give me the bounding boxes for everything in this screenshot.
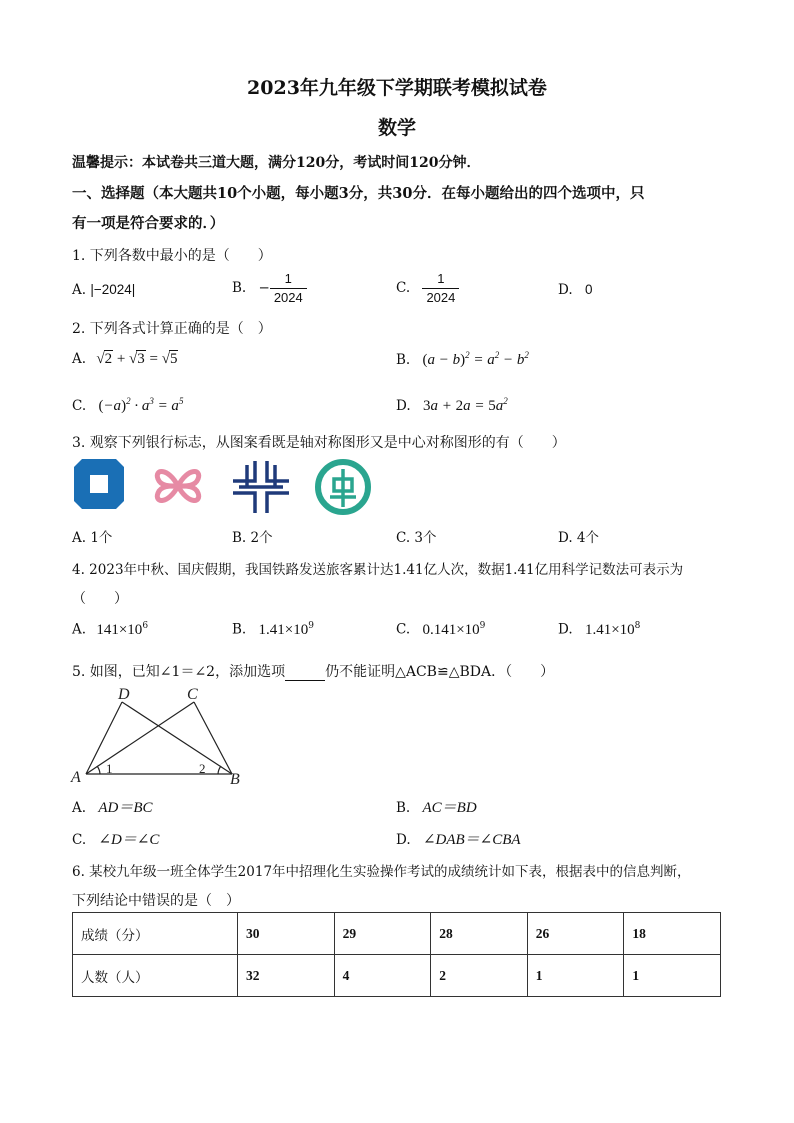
q5-d-label: D. xyxy=(396,832,411,848)
q4-d-exponent: 8 xyxy=(634,621,641,631)
q1-a-value: |−2024| xyxy=(90,282,136,297)
table-cell: 18 xyxy=(624,913,721,955)
q2-option-a xyxy=(72,350,178,368)
q4-d-label: D. xyxy=(558,621,573,638)
table-cell: 32 xyxy=(238,955,335,997)
q4-a-label: A. xyxy=(72,621,87,638)
q1-c-label: C. xyxy=(396,280,411,296)
bank-logo-4 xyxy=(314,459,372,515)
bank-logo-1 xyxy=(72,457,126,511)
q3-option-a: A. 1个 xyxy=(72,530,113,546)
q1-option-a xyxy=(72,282,135,298)
q5-option-d xyxy=(396,828,521,849)
q5-angle-2: 2 xyxy=(199,761,206,776)
q1-b-numerator: 1 xyxy=(270,270,307,289)
q1-d-value: 0 xyxy=(584,282,593,297)
q1-b-fraction xyxy=(270,270,307,307)
q4-b-label: B. xyxy=(232,621,247,638)
q5-label-a: A xyxy=(71,769,81,786)
q5-option-b xyxy=(396,796,477,817)
q4-stem-line2: （ ） xyxy=(72,591,128,607)
q2-stem: 2. 下列各式计算正确的是（ ） xyxy=(72,321,272,337)
q5-b-label: B. xyxy=(396,800,411,816)
table-cell: 30 xyxy=(238,913,335,955)
q5-label-d: D xyxy=(118,686,130,703)
table-cell: 4 xyxy=(334,955,431,997)
q2-b-label: B. xyxy=(396,352,411,368)
table-cell: 1 xyxy=(527,955,624,997)
q4-option-c xyxy=(396,621,485,639)
q1-stem: 1. 下列各数中最小的是（ ） xyxy=(72,248,272,264)
q1-b-sign: − xyxy=(258,280,270,296)
q4-d-mantissa: 1.41×10 xyxy=(584,621,635,638)
q1-a-label: A. xyxy=(72,282,87,298)
q2-c-label: C. xyxy=(72,398,87,414)
q2-a-expression: √2 + √3 = √5 xyxy=(96,351,178,367)
section1-heading-line2: 有一项是符合要求的．） xyxy=(72,215,225,232)
q4-option-d xyxy=(558,621,640,639)
q2-option-d xyxy=(396,396,508,415)
score-table xyxy=(72,912,721,997)
q1-c-denominator: 2024 xyxy=(426,290,456,305)
notice: 温馨提示：本试卷共三道大题，满分120分，考试时间120分钟． xyxy=(72,155,481,171)
table-cell: 26 xyxy=(527,913,624,955)
q5-option-c xyxy=(72,828,159,849)
q1-c-fraction xyxy=(422,270,459,307)
q4-option-b xyxy=(232,621,314,639)
q6-stem-line1: 6. 某校九年级一班全体学生2017年中招理化生实验操作考试的成绩统计如下表，根据表中的信息判断， xyxy=(72,864,691,880)
q5-stem-prefix: 5. 如图，已知∠1＝∠2，添加选项 xyxy=(72,664,286,680)
q5-a-value: AD＝BC xyxy=(98,800,153,816)
q5-c-value: ∠D＝∠C xyxy=(98,832,160,848)
section1-heading-line1: 一、选择题（本大题共10个小题，每小题3分，共30分．在每小题给出的四个选项中，只 xyxy=(72,185,645,202)
table-row xyxy=(73,955,721,997)
table-row-header: 成绩（分） xyxy=(73,913,238,955)
q1-option-b xyxy=(232,270,307,307)
table-cell: 28 xyxy=(431,913,528,955)
q2-a-label: A. xyxy=(72,351,87,367)
q5-stem-suffix: 仍不能证明△ACB≌△BDA．（ ） xyxy=(325,664,555,680)
q4-option-a xyxy=(72,621,148,639)
q2-d-label: D. xyxy=(396,398,411,414)
q4-c-mantissa: 0.141×10 xyxy=(422,621,480,638)
table-row xyxy=(73,913,721,955)
q1-b-denominator: 2024 xyxy=(273,290,303,305)
q2-c-expression: $(-a)^2 \cdot a^3 = a^5$ xyxy=(98,396,184,414)
q2-d-expression: $3a + 2a = 5a^2$ xyxy=(422,396,508,414)
q2-option-c xyxy=(72,396,183,415)
q5-label-c: C xyxy=(187,686,198,703)
q4-a-mantissa: 141×10 xyxy=(96,621,143,638)
q5-a-label: A. xyxy=(72,800,87,816)
q2-b-expression: $(a - b)^2 = a^2 - b^2$ xyxy=(422,350,529,368)
q2-option-b xyxy=(396,350,529,369)
bank-logo-2 xyxy=(150,459,206,513)
q4-a-exponent: 6 xyxy=(142,621,149,631)
q1-b-label: B. xyxy=(232,280,247,296)
q3-stem: 3. 观察下列银行标志，从图案看既是轴对称图形又是中心对称图形的有（ ） xyxy=(72,435,566,451)
q4-c-label: C. xyxy=(396,621,411,638)
q1-option-c xyxy=(396,270,459,307)
q5-b-value: AC＝BD xyxy=(422,800,477,816)
q4-c-exponent: 9 xyxy=(479,621,486,631)
q3-option-d: D. 4个 xyxy=(558,530,600,546)
subject-title: 数学 xyxy=(377,117,416,139)
q5-stem xyxy=(72,661,554,681)
q6-stem-line2: 下列结论中错误的是（ ） xyxy=(72,893,240,909)
q5-d-value: ∠DAB＝∠CBA xyxy=(422,832,521,848)
table-cell: 1 xyxy=(624,955,721,997)
q4-b-exponent: 9 xyxy=(308,621,314,631)
table-row-header: 人数（人） xyxy=(73,955,238,997)
q1-d-label: D. xyxy=(558,282,573,298)
q4-stem-line1: 4. 2023年中秋、国庆假期，我国铁路发送旅客累计达1.41亿人次，数据1.41亿用科学记数法可表示为 xyxy=(72,562,684,578)
q3-option-b: B. 2个 xyxy=(232,530,273,546)
q5-label-b: B xyxy=(230,771,240,786)
table-cell: 29 xyxy=(334,913,431,955)
table-cell: 2 xyxy=(431,955,528,997)
exam-title: 2023年九年级下学期联考模拟试卷 xyxy=(247,77,547,99)
q5-angle-1: 1 xyxy=(106,761,113,776)
q4-b-mantissa: 1.41×10 xyxy=(258,621,309,638)
q1-option-d xyxy=(558,282,592,298)
q5-triangle-figure xyxy=(66,684,256,786)
q5-c-label: C. xyxy=(72,832,87,848)
q3-option-c: C. 3个 xyxy=(396,530,437,546)
bank-logo-3 xyxy=(229,457,293,517)
q5-option-a xyxy=(72,796,153,817)
q1-c-numerator: 1 xyxy=(422,270,459,289)
answer-blank xyxy=(285,666,325,681)
